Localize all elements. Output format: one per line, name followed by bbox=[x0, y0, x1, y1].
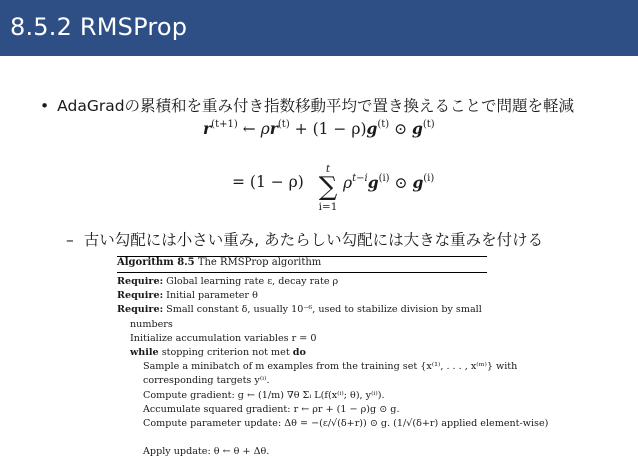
algorithm-line bbox=[117, 318, 489, 332]
eq-sup: t−i bbox=[352, 173, 368, 184]
algorithm-text bbox=[143, 432, 146, 443]
eq-term: + (1 − ρ) bbox=[289, 120, 367, 138]
algorithm-keyword: Require: bbox=[117, 304, 164, 316]
eq-g: g bbox=[412, 173, 424, 192]
algorithm-number: Algorithm 8.5 bbox=[117, 257, 195, 268]
algorithm-text: Compute gradient: g ← (1/m) ∇θ Σᵢ L(f(x⁽ⁱ⁾; θ), y⁽ⁱ⁾). bbox=[143, 389, 385, 401]
eq-r: r bbox=[269, 119, 278, 138]
sum-symbol: ∑ bbox=[318, 172, 338, 202]
algorithm-text: Apply update: θ ← θ + Δθ. bbox=[143, 446, 270, 458]
algorithm-line bbox=[117, 360, 518, 374]
algorithm-line bbox=[117, 374, 489, 388]
eq-sup: (i) bbox=[378, 173, 390, 184]
algorithm-keyword: Require: bbox=[117, 276, 164, 287]
sum-upper-limit: t bbox=[325, 163, 331, 175]
algorithm-line bbox=[117, 403, 489, 417]
algorithm-text: numbers bbox=[130, 318, 173, 330]
algorithm-name: The RMSProp algorithm bbox=[194, 257, 322, 268]
eq-sup: (t+1) bbox=[211, 119, 238, 130]
eq-r-next: r bbox=[203, 119, 212, 138]
sum-lower-limit: i=1 bbox=[318, 201, 338, 213]
equation-line-2-rest bbox=[343, 173, 434, 192]
sub-bullet bbox=[66, 228, 543, 250]
algorithm-text: Compute parameter update: Δθ = −(ε/√(δ+r)) ⊙ g. (1/√(δ+r) applied element-wise) bbox=[143, 418, 549, 430]
equation-line-2-prefix bbox=[232, 173, 304, 191]
eq-odot: ⊙ bbox=[389, 120, 413, 138]
algorithm-text: Global learning rate ε, decay rate ρ bbox=[163, 276, 339, 287]
algorithm-line bbox=[117, 445, 489, 459]
algorithm-text: stopping criterion not met bbox=[158, 347, 293, 359]
bullet-marker: • bbox=[40, 97, 50, 115]
sub-bullet-text: 古い勾配には小さい重み, あたらしい勾配には大きな重みを付ける bbox=[83, 231, 544, 249]
algorithm-text: Accumulate squared gradient: r ← ρr + (1 − ρ)g ⊙ g. bbox=[143, 403, 400, 415]
algorithm-keyword: while bbox=[130, 347, 159, 359]
algorithm-line bbox=[117, 289, 489, 303]
algorithm-header-rule bbox=[117, 272, 487, 273]
eq-prefix: = (1 − ρ) bbox=[232, 173, 304, 191]
algorithm-text: Sample a minibatch of m examples from the training set {x⁽¹⁾, . . . , x⁽ᵐ⁾} with bbox=[143, 361, 518, 373]
algorithm-line bbox=[117, 332, 489, 346]
algorithm-line bbox=[117, 389, 489, 403]
eq-sup: (t) bbox=[277, 119, 290, 130]
algorithm-line bbox=[117, 303, 489, 317]
equation-line-1 bbox=[203, 119, 435, 138]
algorithm-text: Initial parameter θ bbox=[163, 290, 258, 302]
bullet-text: AdaGradの累積和を重み付き指数移動平均で置き換えることで問題を軽減 bbox=[57, 97, 575, 115]
eq-sup: (i) bbox=[423, 173, 435, 184]
algorithm-body bbox=[117, 275, 549, 460]
slide-title-bar bbox=[0, 0, 638, 56]
algorithm-keyword: Require: bbox=[117, 290, 164, 302]
algorithm-line bbox=[117, 431, 489, 445]
algorithm-line bbox=[117, 417, 549, 431]
eq-g: g bbox=[367, 173, 379, 192]
eq-odot: ⊙ bbox=[389, 174, 413, 192]
eq-g: g bbox=[366, 119, 378, 138]
algorithm-text: Initialize accumulation variables r = 0 bbox=[130, 332, 317, 344]
algorithm-title bbox=[117, 257, 321, 268]
sub-bullet-marker: – bbox=[66, 231, 74, 249]
slide-title: 8.5.2 RMSProp bbox=[10, 13, 188, 41]
algorithm-keyword: do bbox=[292, 347, 306, 359]
algorithm-line bbox=[117, 275, 489, 289]
eq-rho: ρ bbox=[343, 174, 353, 192]
eq-sup: (t) bbox=[377, 119, 390, 130]
main-bullet bbox=[40, 94, 574, 116]
eq-rho: ρ bbox=[260, 120, 270, 138]
eq-arrow: ← bbox=[242, 120, 256, 138]
algorithm-line bbox=[117, 346, 489, 360]
algorithm-text: corresponding targets y⁽ⁱ⁾. bbox=[143, 375, 270, 387]
algorithm-text: Small constant δ, usually 10⁻⁶, used to stabilize division by small bbox=[163, 304, 482, 316]
eq-sup: (t) bbox=[422, 119, 435, 130]
eq-g: g bbox=[412, 119, 423, 138]
